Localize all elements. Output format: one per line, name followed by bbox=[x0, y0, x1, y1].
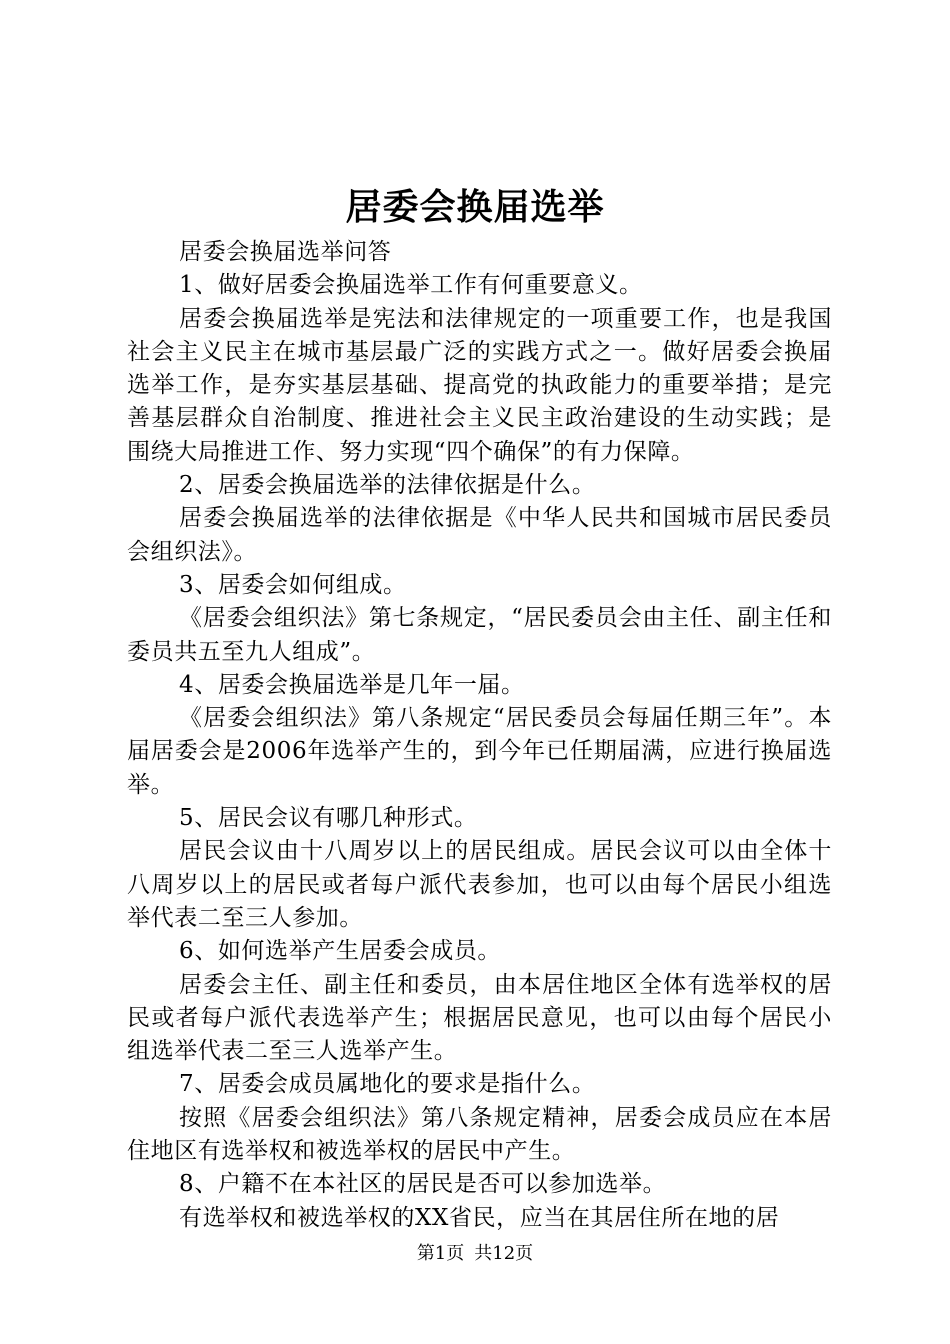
answer-3: 《居委会组织法》第七条规定，“居民委员会由主任、副主任和委员共五至九人组成”。 bbox=[127, 605, 832, 665]
question-8: 8、户籍不在本社区的居民是否可以参加选举。 bbox=[179, 1171, 667, 1198]
question-3: 3、居委会如何组成。 bbox=[179, 571, 407, 598]
page-footer bbox=[0, 1242, 950, 1266]
answer-1: 居委会换届选举是宪法和法律规定的一项重要工作，也是我国社会主义民主在城市基层最广泛的实践方式之一。做好居委会换届选举工作，是夯实基层基础、提高党的执政能力的重要举措；是完善基层群众自治制度、推进社会主义民主政治建设的生动实践；是围绕大局推进工作、努力实现“四个确保”的有力保障。 bbox=[127, 305, 832, 465]
question-6: 6、如何选举产生居委会成员。 bbox=[179, 938, 502, 965]
document-body bbox=[127, 236, 832, 1235]
question-4: 4、居委会换届选举是几年一届。 bbox=[179, 671, 525, 698]
question-7: 7、居委会成员属地化的要求是指什么。 bbox=[179, 1071, 596, 1098]
question-1: 1、做好居委会换届选举工作有何重要意义。 bbox=[179, 272, 643, 299]
answer-6: 居委会主任、副主任和委员，由本居住地区全体有选举权的居民或者每户派代表选举产生；根据居民意见，也可以由每个居民小组选举代表二至三人选举产生。 bbox=[127, 971, 832, 1065]
question-2: 2、居委会换届选举的法律依据是什么。 bbox=[179, 472, 596, 499]
page-total: 共12页 bbox=[474, 1243, 534, 1264]
answer-5: 居民会议由十八周岁以上的居民组成。居民会议可以由全体十八周岁以上的居民或者每户派代表参加，也可以由每个居民小组选举代表二至三人参加。 bbox=[127, 838, 832, 931]
document-title: 居委会换届选举 bbox=[345, 186, 605, 228]
answer-2: 居委会换届选举的法律依据是《中华人民共和国城市居民委员会组织法》。 bbox=[127, 505, 832, 565]
paragraph-heading: 居委会换届选举问答 bbox=[179, 239, 392, 265]
answer-8: 有选举权和被选举权的XX省民，应当在其居住所在地的居 bbox=[179, 1204, 780, 1231]
question-5: 5、居民会议有哪几种形式。 bbox=[179, 805, 478, 832]
page-number: 第1页 bbox=[416, 1243, 465, 1264]
answer-4: 《居委会组织法》第八条规定“居民委员会每届任期三年”。本届居委会是2006年选举产生的，到今年已任期届满，应进行换届选举。 bbox=[127, 705, 832, 798]
answer-7: 按照《居委会组织法》第八条规定精神，居委会成员应在本居住地区有选举权和被选举权的居民中产生。 bbox=[127, 1104, 832, 1165]
